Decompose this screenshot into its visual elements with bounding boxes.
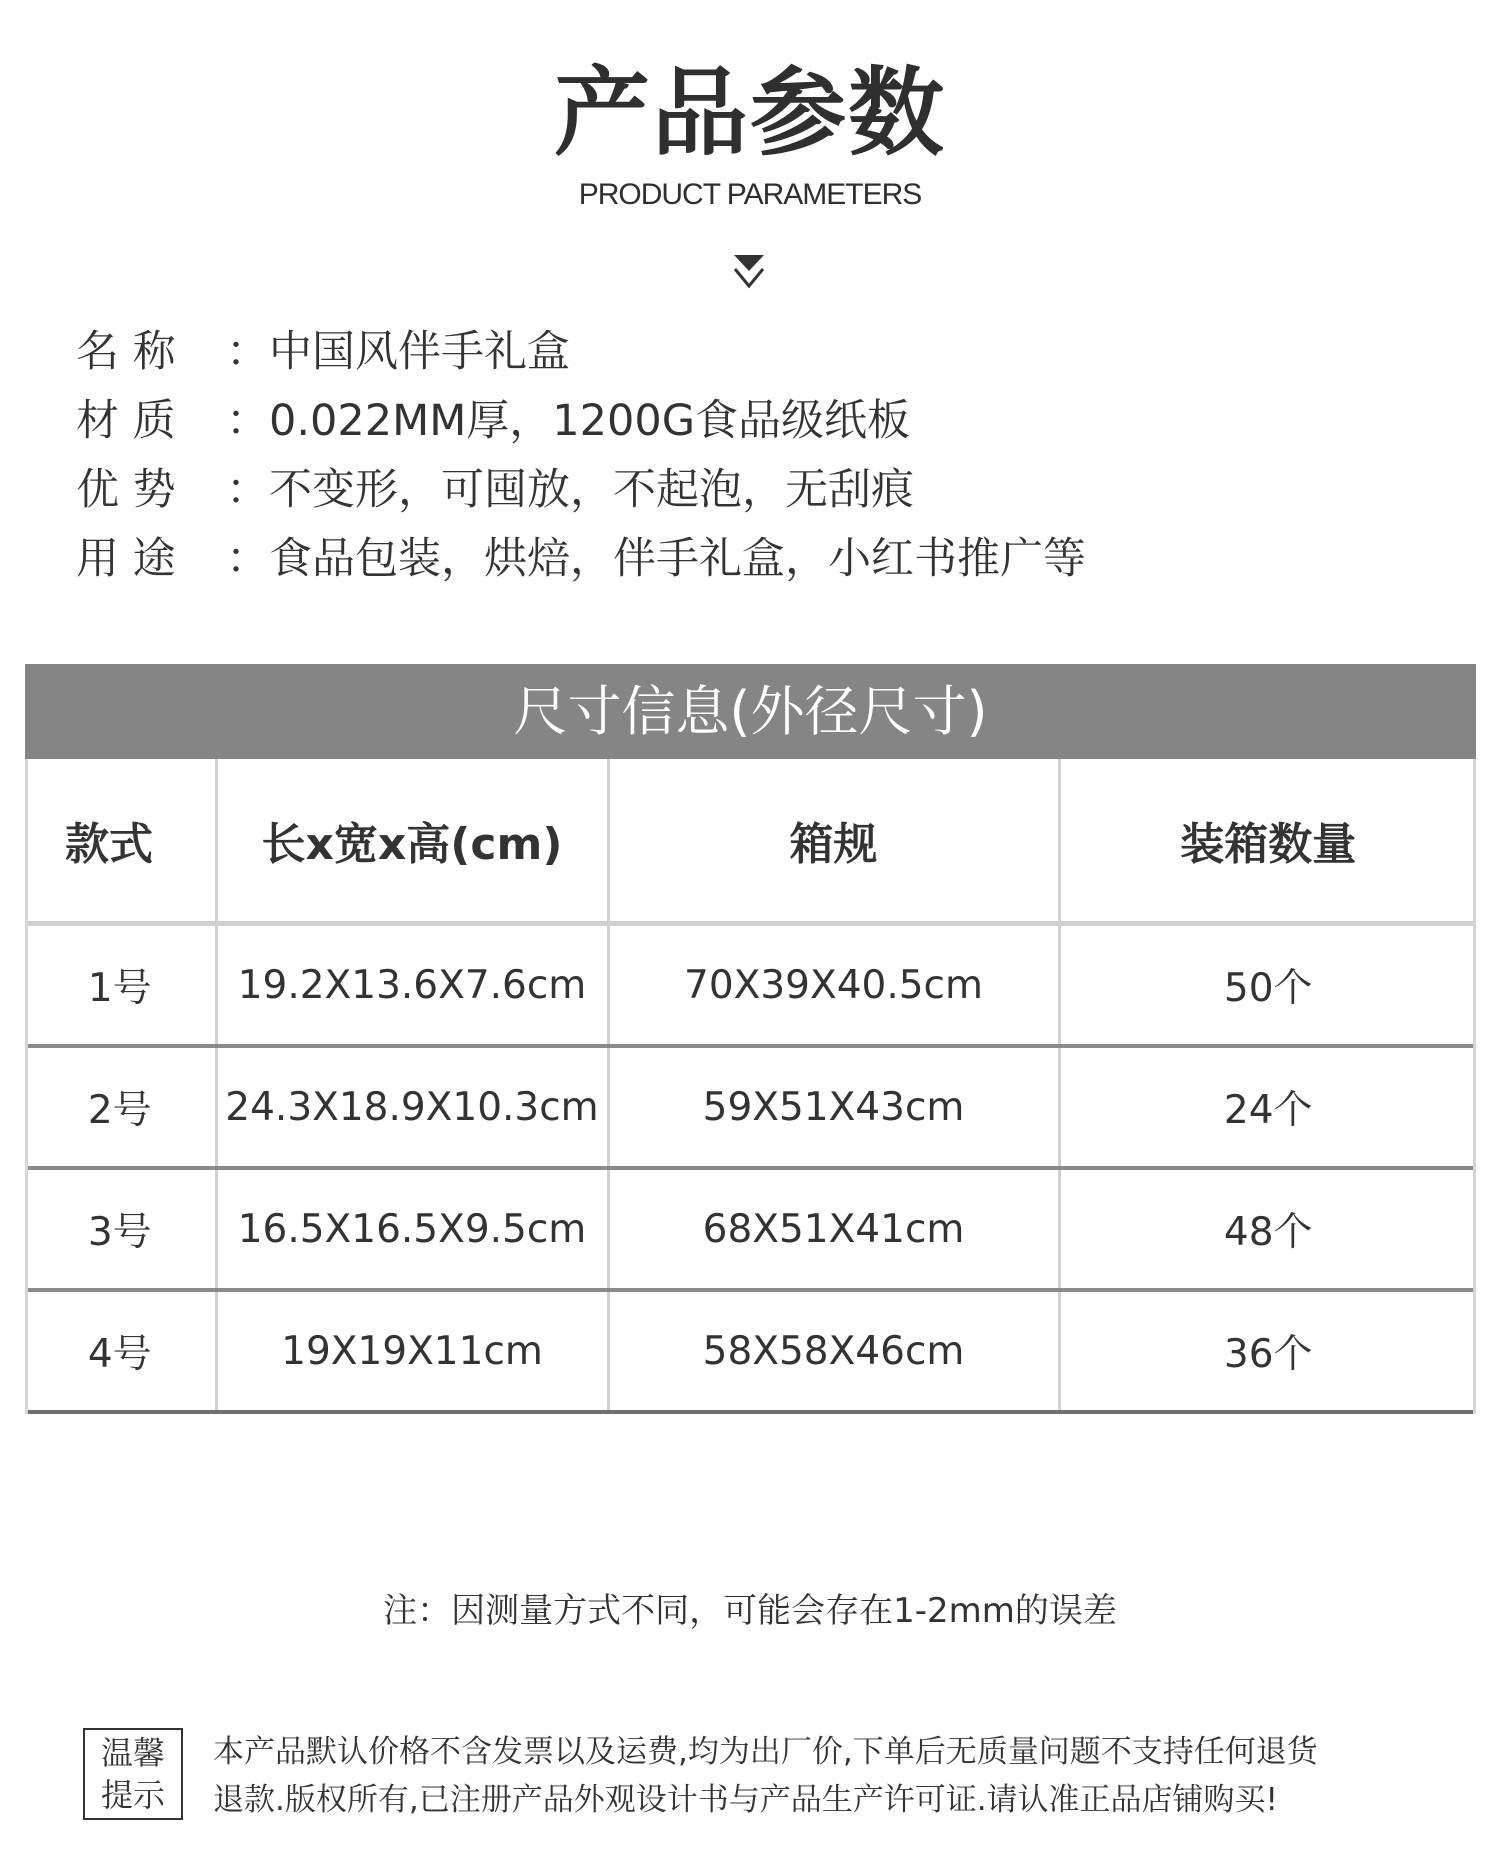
tip-badge-line1: 温馨 <box>100 1734 165 1772</box>
cell-dimensions: 19X19X11cm <box>216 1290 608 1412</box>
table-row <box>25 1046 1476 1168</box>
cell-style: 1号 <box>25 924 216 1047</box>
measurement-note: 注：因测量方式不同，可能会存在1-2mm的误差 <box>383 1591 1117 1631</box>
cell-carton-qty: 36个 <box>1059 1290 1476 1412</box>
cell-carton-qty: 50个 <box>1059 924 1476 1047</box>
cell-carton-size: 68X51X41cm <box>608 1168 1059 1290</box>
table-header-row <box>25 759 1476 924</box>
table-frame-left <box>25 759 28 1414</box>
param-label: 材 质 <box>76 396 176 446</box>
page-title: 产品参数 <box>554 57 946 169</box>
param-label: 名 称 <box>76 327 176 377</box>
table-frame-right <box>1473 759 1476 1414</box>
size-table-heading: 尺寸信息(外径尺寸) <box>25 664 1476 759</box>
cell-dimensions: 19.2X13.6X7.6cm <box>216 924 608 1047</box>
tip-text <box>213 1728 1473 1824</box>
param-colon: ： <box>226 534 269 584</box>
param-row-name <box>76 318 1086 387</box>
param-value: 0.022MM厚，1200G食品级纸板 <box>269 396 911 446</box>
table-row <box>25 1290 1476 1412</box>
column-header-carton-qty: 装箱数量 <box>1059 759 1476 924</box>
table-row <box>25 924 1476 1047</box>
cell-carton-size: 59X51X43cm <box>608 1046 1059 1168</box>
param-colon: ： <box>226 327 269 377</box>
tip-text-line1: 本产品默认价格不含发票以及运费,均为出厂价,下单后无质量问题不支持任何退货 <box>213 1734 1318 1770</box>
cell-style: 4号 <box>25 1290 216 1412</box>
table-row <box>25 1168 1476 1290</box>
double-chevron-down-icon <box>732 253 766 289</box>
cell-carton-qty: 24个 <box>1059 1046 1476 1168</box>
param-value: 中国风伴手礼盒 <box>269 327 570 377</box>
cell-carton-qty: 48个 <box>1059 1168 1476 1290</box>
param-colon: ： <box>226 465 269 515</box>
param-row-advantage <box>76 456 1086 525</box>
product-params <box>76 318 1086 594</box>
tip-text-line2: 退款.版权所有,已注册产品外观设计书与产品生产许可证.请认准正品店铺购买! <box>213 1782 1278 1818</box>
cell-carton-size: 58X58X46cm <box>608 1290 1059 1412</box>
page-subtitle: PRODUCT PARAMETERS <box>578 178 922 211</box>
size-table <box>25 759 1476 1414</box>
cell-dimensions: 16.5X16.5X9.5cm <box>216 1168 608 1290</box>
column-header-carton-size: 箱规 <box>608 759 1059 924</box>
param-colon: ： <box>226 396 269 446</box>
cell-style: 2号 <box>25 1046 216 1168</box>
cell-carton-size: 70X39X40.5cm <box>608 924 1059 1047</box>
cell-dimensions: 24.3X18.9X10.3cm <box>216 1046 608 1168</box>
param-value: 食品包装，烘焙，伴手礼盒，小红书推广等 <box>269 534 1086 584</box>
param-label: 优 势 <box>76 465 176 515</box>
param-row-usage <box>76 525 1086 594</box>
tip-badge <box>83 1728 183 1820</box>
column-header-dimensions: 长x宽x高(cm) <box>216 759 608 924</box>
column-header-style: 款式 <box>25 759 216 924</box>
param-label: 用 途 <box>76 534 176 584</box>
tip-badge-line2: 提示 <box>100 1776 165 1814</box>
cell-style: 3号 <box>25 1168 216 1290</box>
param-row-material <box>76 387 1086 456</box>
param-value: 不变形，可囤放，不起泡，无刮痕 <box>269 465 914 515</box>
